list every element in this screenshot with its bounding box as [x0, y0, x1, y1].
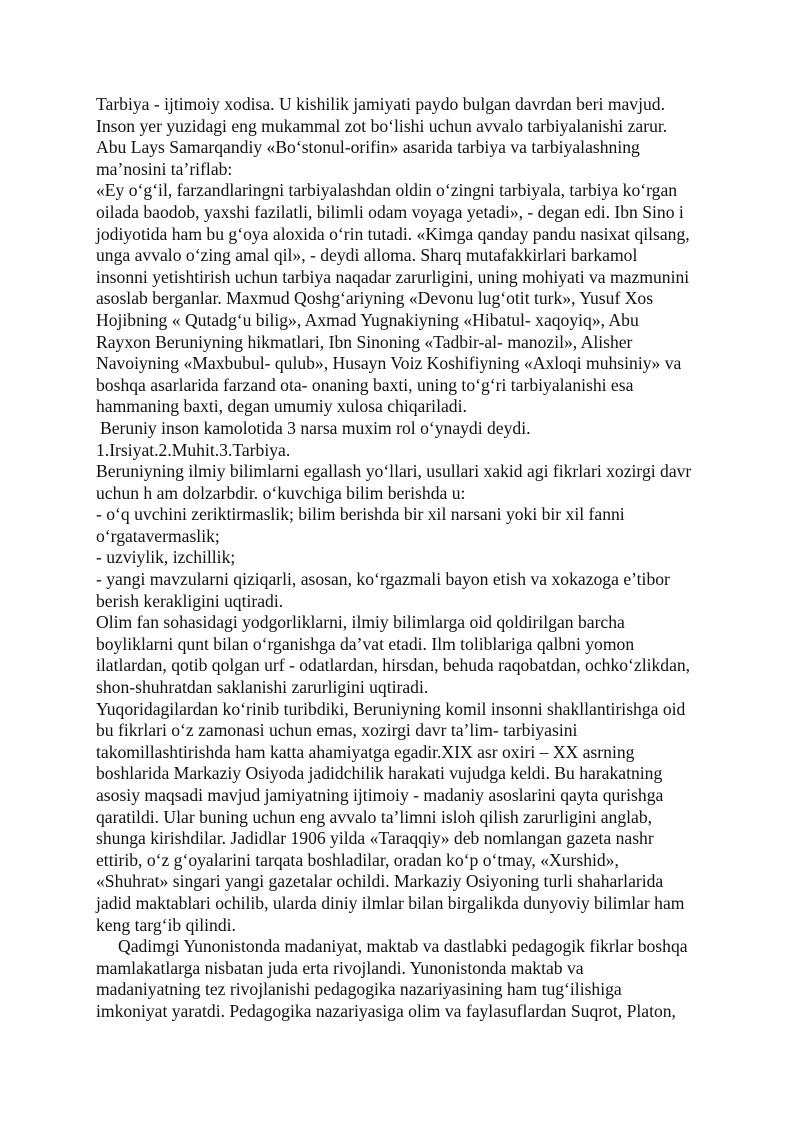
- text-line: takomillashtirishda ham katta ahamiyatga egadir.XIX asr oxiri – XX asrning: [96, 741, 635, 762]
- text-line: jadid maktablari ochilib, ularda diniy ilmlar bilan birgalikda dunyoviy bilimlar ham: [96, 892, 685, 913]
- text-line: uchun h am dolzarbdir. o‘kuvchiga bilim berishda u:: [96, 482, 466, 503]
- text-line: oilada baodob, yaxshi fazilatli, bilimli odam voyaga yetadi», - degan edi. Ibn Sino i: [96, 201, 684, 222]
- text-line: «Shuhrat» singari yangi gazetalar ochildi. Markaziy Osiyoning turli shaharlarida: [96, 871, 664, 892]
- text-line-indented: Beruniy inson kamolotida 3 narsa muxim rol o‘ynaydi deydi.: [100, 417, 531, 438]
- text-line: insonni yetishtirish uchun tarbiya naqadar zarurligini, uning mohiyati va mazmunini: [96, 266, 690, 287]
- text-line: ettirib, o‘z g‘oyalarini tarqata boshladilar, oradan ko‘p o‘tmay, «Xurshid»,: [96, 849, 619, 870]
- text-line: Tarbiya - ijtimoiy xodisa. U kishilik jamiyati paydo bulgan davrdan beri mavjud.: [96, 94, 665, 114]
- text-line: Rayxon Beruniyning hikmatlari, Ibn Sinoning «Tadbir-al- manozil», Alisher: [96, 331, 633, 352]
- text-line: shunga kirishdilar. Jadidlar 1906 yilda «Taraqqiy» deb nomlangan gazeta nashr: [96, 828, 654, 849]
- text-line: Olim fan sohasidagi yodgorliklarni, ilmiy bilimlarga oid qoldirilgan barcha: [96, 612, 625, 633]
- text-line: ma’nosini ta’riflab:: [96, 158, 233, 179]
- text-line: Navoiyning «Maxbubul- qulub», Husayn Voiz Koshifiyning «Axloqi muhsiniy» va: [96, 353, 682, 374]
- text-line: asoslab berganlar. Maxmud Qoshg‘ariyning «Devonu lug‘otit turk», Yusuf Xos: [96, 288, 654, 309]
- text-line: mamlakatlarga nisbatan juda erta rivojlandi. Yunonistonda maktab va: [96, 957, 584, 978]
- text-line: imkoniyat yaratdi. Pedagogika nazariyasiga olim va faylasuflardan Suqrot, Platon,: [96, 1000, 676, 1021]
- text-line: Beruniyning ilmiy bilimlarni egallash yo‘llari, usullari xakid agi fikrlari xozirgi davr: [96, 461, 692, 482]
- text-line: boshqa asarlarida farzand ota- onaning baxti, uning to‘g‘ri tarbiyalanishi esa: [96, 374, 634, 395]
- text-line: boshlarida Markaziy Osiyoda jadidchilik harakati vujudga keldi. Bu harakatning: [96, 763, 663, 784]
- list-item-line: - yangi mavzularni qiziqarli, asosan, ko‘rgazmali bayon etish va xokazoga e’tibor: [96, 569, 670, 590]
- text-line: madaniyatning tez rivojlanishi pedagogika nazariyasining ham tug‘ilishiga: [96, 979, 622, 1000]
- text-line-indented: Qadimgi Yunonistonda madaniyat, maktab va dastlabki pedagogik fikrlar boshqa: [118, 936, 688, 957]
- document-page: [96, 94, 736, 1023]
- list-item-line: - uzviylik, izchillik;: [96, 547, 236, 568]
- text-line: o‘rgatavermaslik;: [96, 525, 220, 546]
- text-line: shon-shuhratdan saklanishi zarurligini uqtiradi.: [96, 677, 429, 698]
- text-line: Abu Lays Samarqandiy «Bo‘stonul-orifin» asarida tarbiya va tarbiyalashning: [96, 137, 640, 158]
- text-line: hammaning baxti, degan umumiy xulosa chiqariladi.: [96, 396, 467, 417]
- list-item-line: - o‘q uvchini zeriktirmaslik; bilim berishda bir xil narsani yoki bir xil fanni: [96, 504, 625, 525]
- text-line: keng targ‘ib qilindi.: [96, 914, 236, 935]
- text-line: jodiyotida ham bu g‘oya aloxida o‘rin tutadi. «Kimga qanday pandu nasixat qilsang,: [96, 223, 690, 244]
- text-line: Hojibning « Qutadg‘u bilig», Axmad Yugnakiyning «Hibatul- xaqoyiq», Abu: [96, 309, 639, 330]
- text-line: unga avvalo o‘zing amal qil», - deydi alloma. Sharq mutafakkirlari barkamol: [96, 245, 638, 266]
- text-line: 1.Irsiyat.2.Muhit.3.Tarbiya.: [96, 439, 291, 460]
- text-line: Yuqoridagilardan ko‘rinib turibdiki, Beruniyning komil insonni shakllantirishga oid: [96, 698, 686, 719]
- text-line: asosiy maqsadi mavjud jamiyatning ijtimoiy - madaniy asoslarini qayta qurishga: [96, 785, 664, 805]
- text-line: bu fikrlari o‘z zamonasi uchun emas, xozirgi davr ta’lim- tarbiyasini: [96, 720, 578, 741]
- text-line: boyliklarni qunt bilan o‘rganishga da’vat etadi. Ilm toliblariga qalbni yomon: [96, 633, 635, 654]
- text-line: qaratildi. Ular buning uchun eng avvalo ta’limni isloh qilish zarurligini anglab,: [96, 806, 653, 827]
- text-line: Inson yer yuzidagi eng mukammal zot bo‘lishi uchun avvalo tarbiyalanishi zarur.: [96, 115, 668, 136]
- text-line: «Ey o‘g‘il, farzandlaringni tarbiyalashdan oldin o‘zingni tarbiyala, tarbiya ko‘rgan: [96, 180, 678, 201]
- text-line: ilatlardan, qotib qolgan urf - odatlardan, hirsdan, behuda raqobatdan, ochko‘zlikdan,: [96, 655, 691, 676]
- text-line: berish kerakligini uqtiradi.: [96, 590, 284, 611]
